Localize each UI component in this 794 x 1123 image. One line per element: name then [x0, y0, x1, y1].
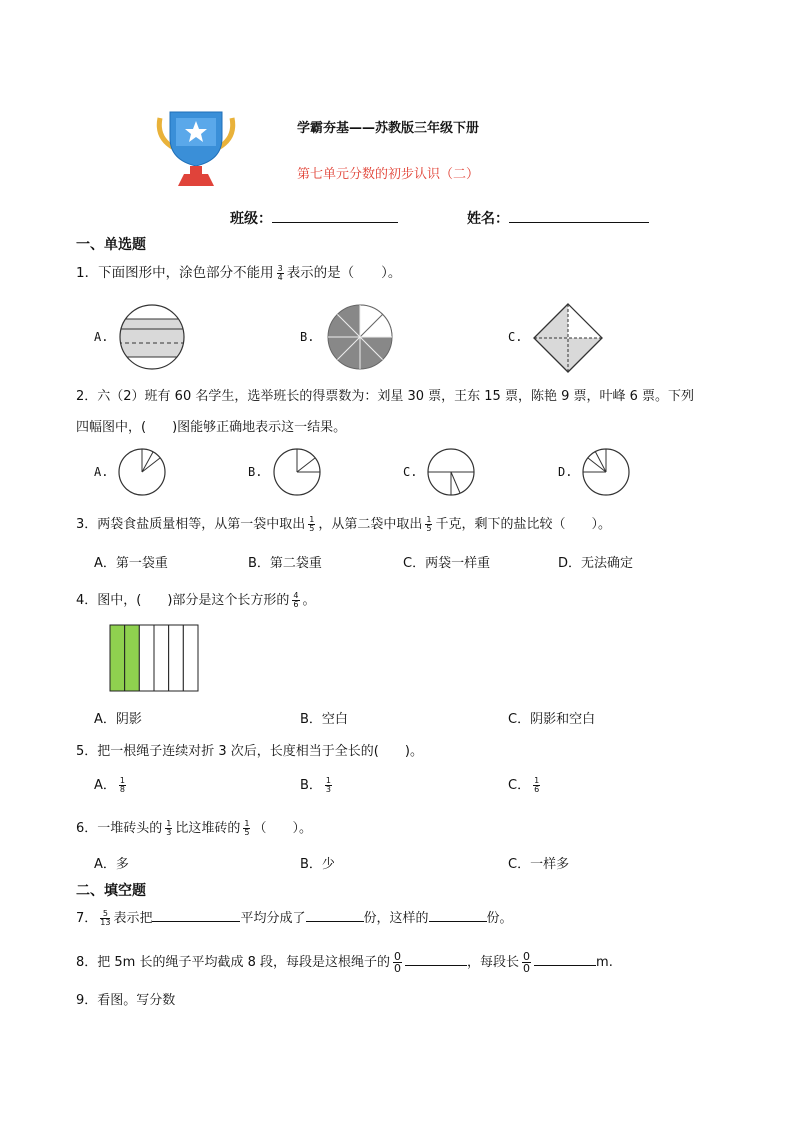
class-label: 班级： — [230, 211, 272, 227]
q2-pie-b — [272, 447, 322, 497]
blank-part — [169, 625, 184, 691]
section-title: 一、单选题 — [76, 237, 146, 253]
q4-option-a[interactable]: A．阴影 — [94, 712, 142, 727]
page-subtitle: 第七单元分数的初步认识（二） — [297, 167, 480, 182]
q3-option-b[interactable]: B．第二袋重 — [248, 556, 322, 571]
q6-option-a[interactable]: A．多 — [94, 857, 129, 872]
q4-rectangle-figure — [108, 623, 202, 695]
q4-option-b[interactable]: B．空白 — [300, 712, 348, 727]
question-3: 3．两袋食盐质量相等，从第一袋中取出 $\frac{1}{5}$ ，从第二袋中取出 $\frac{1}{5}$ 千克，剩下的盐比较（ ）。 — [76, 515, 611, 533]
question-6: 6．一堆砖头的 $\frac{1}{3}$ 比这堆砖的 $\frac{1}{5}$ （ ）。 — [76, 819, 312, 837]
q7-blank-1[interactable] — [152, 909, 240, 922]
q8-blank-2[interactable] — [534, 953, 596, 966]
question-2-line2: 四幅图中，( )图能够正确地表示这一结果。 — [76, 420, 347, 435]
q7-blank-2[interactable] — [306, 909, 364, 922]
q2-pie-a — [117, 447, 167, 497]
q2-option-d[interactable]: D. — [558, 465, 573, 479]
blank-part — [139, 625, 154, 691]
q2-option-a[interactable]: A. — [94, 465, 109, 479]
blank-part — [183, 625, 198, 691]
question-9: 9．看图。写分数 — [76, 993, 176, 1008]
q3-option-a[interactable]: A．第一袋重 — [94, 556, 168, 571]
q1-figure-b — [326, 303, 394, 371]
shaded-part — [110, 625, 125, 691]
blank-part — [154, 625, 169, 691]
q6-option-c[interactable]: C．一样多 — [508, 857, 570, 872]
q2-pie-d — [581, 447, 631, 497]
question-1: 1．下面图形中，涂色部分不能用 $\frac{3}{4}$ 表示的是（ ）。 — [76, 263, 402, 282]
section-title: 二、填空题 — [76, 883, 146, 899]
shaded-part — [125, 625, 140, 691]
q2-option-c[interactable]: C. — [403, 465, 418, 479]
q3-option-d[interactable]: D．无法确定 — [558, 556, 634, 571]
question-5: 5．把一根绳子连续对折 3 次后，长度相当于全长的( )。 — [76, 744, 423, 759]
question-2-line1: 2．六（2）班有 60 名学生，选举班长的得票数为：刘星 30 票，王东 15 票，陈艳 9 票，叶峰 6 票。下列 — [76, 389, 695, 404]
q1-option-a[interactable]: A. — [94, 330, 109, 344]
name-field[interactable] — [467, 208, 649, 228]
q5-option-c[interactable]: C． $\frac{1}{6}$ — [508, 776, 540, 794]
q5-option-b[interactable]: B． $\frac{1}{3}$ — [300, 776, 332, 794]
question-7: 7． $\frac{5}{13}$ 表示把 平均分成了 份，这样的 份。 — [76, 909, 513, 927]
page-title: 学霸夯基——苏教版三年级下册 — [297, 121, 480, 136]
q2-pie-c — [426, 447, 476, 497]
q7-blank-3[interactable] — [429, 909, 487, 922]
class-field[interactable] — [230, 208, 398, 228]
trophy-logo — [152, 108, 240, 188]
q1-option-b[interactable]: B. — [300, 330, 315, 344]
name-label: 姓名： — [467, 211, 509, 227]
q1-figure-c — [532, 302, 604, 374]
question-4: 4．图中，( )部分是这个长方形的 $\frac{4}{6}$ 。 — [76, 591, 316, 609]
question-8: 8．把 5m 长的绳子平均截成 8 段，每段是这根绳子的 $\frac{0}{0}$ ，每段长 $\frac{0}{0}$ m. — [76, 950, 613, 975]
q1-figure-a — [118, 303, 186, 371]
q1-option-c[interactable]: C. — [508, 330, 523, 344]
q5-option-a[interactable]: A． $\frac{1}{8}$ — [94, 776, 125, 794]
q2-option-b[interactable]: B. — [248, 465, 263, 479]
q8-blank-1[interactable] — [405, 953, 467, 966]
q4-option-c[interactable]: C．阴影和空白 — [508, 712, 596, 727]
q3-option-c[interactable]: C．两袋一样重 — [403, 556, 491, 571]
q6-option-b[interactable]: B．少 — [300, 857, 335, 872]
